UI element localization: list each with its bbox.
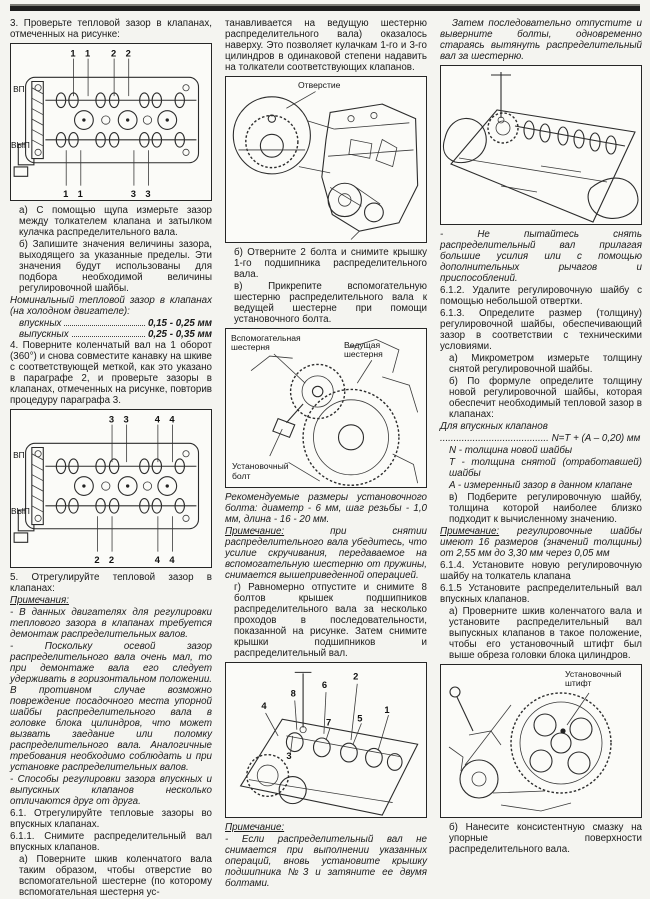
- spec-row: [10, 318, 212, 329]
- paragraph: а) Поверните шкив коленчатого вала таким образом, чтобы отверстие во вспомогательной шестерне (по которому вспомогательная шестерня ус-: [19, 853, 212, 898]
- svg-text:2: 2: [353, 671, 359, 682]
- paragraph: 6.1. Отрегулируйте тепловые зазоры во впускных клапанах.: [10, 807, 212, 830]
- svg-text:ВП: ВП: [13, 83, 25, 94]
- engine-side-view-illustration: [226, 77, 426, 242]
- drive-gear-label: Ведущая шестерня: [344, 339, 383, 359]
- figure-camshaft-removal: [440, 65, 642, 225]
- paragraph: 5. Отрегулируйте тепловой зазор в клапанах:: [10, 571, 212, 594]
- paragraph: - Способы регулировки зазора впускных и выпускных клапанов несколько отличаются друг от друга.: [10, 773, 212, 807]
- cylinder-head-top-view-illustration: [11, 44, 211, 200]
- svg-text:3: 3: [286, 750, 292, 761]
- svg-text:1: 1: [70, 48, 76, 59]
- cylinder-head-top-view-illustration: [11, 410, 211, 566]
- paragraph: 6.1.1. Снимите распределительный вал впускных клапанов.: [10, 830, 212, 853]
- paragraph: Примечание:: [225, 822, 285, 834]
- paragraph: - Если распределительный вал не снимается при выполнении указанных операций, вновь установите крышку подшипника №3 и затяните ее двумя болтами.: [225, 834, 427, 890]
- spec-label: впускных: [19, 318, 62, 330]
- svg-text:4: 4: [154, 555, 160, 566]
- paragraph: - В данных двигателях для регулировки теплового зазора в клапанах требуется демонтаж распределительных валов.: [10, 606, 212, 640]
- svg-text:7: 7: [326, 717, 332, 728]
- svg-text:3: 3: [108, 414, 115, 425]
- paragraph: Примечания:: [10, 594, 69, 606]
- hole-label: Отверстие: [298, 80, 341, 90]
- paragraph: б) Отверните 2 болта и снимите крышку 1-го подшипника распределительного вала.: [234, 246, 427, 280]
- note-paragraph: Примечание: регулировочные шайбы имеют 16 размеров (значений толщины) от 2,55 мм до 3,30 мм через 0,05 мм: [440, 526, 642, 559]
- svg-text:2: 2: [125, 48, 131, 59]
- svg-text:5: 5: [357, 713, 363, 724]
- page-top-rule: [10, 6, 640, 11]
- paragraph: в) Прикрепите вспомогательную шестерню распределительного вала к ведущей шестерне при помощи установочного болта.: [234, 280, 427, 325]
- paragraph: Номинальный тепловой зазор в клапанах (на холодном двигателе):: [10, 295, 212, 318]
- svg-text:3: 3: [130, 189, 137, 200]
- service-bolt-label: Установочный болт: [232, 461, 289, 481]
- paragraph: 6.1.2. Удалите регулировочную шайбу с помощью небольшой отвертки.: [440, 285, 642, 307]
- svg-text:2: 2: [94, 555, 100, 566]
- paragraph: 6.1.3. Определите размер (толщину) регулировочной шайбы, обеспечивающий зазор в соответствии с техническими условиями.: [440, 308, 642, 352]
- paragraph: T - толщина снятой (отработавшей) шайбы: [449, 457, 642, 479]
- svg-text:4: 4: [261, 700, 267, 711]
- note-prefix: Примечание:: [440, 526, 500, 537]
- paragraph: а) С помощью щупа измерьте зазор между толкателем клапана и затылком кулачка распределительного вала.: [19, 205, 212, 239]
- paragraph: в) Подберите регулировочную шайбу, толщина которой наиболее близко подходит к вычисленному значению.: [449, 492, 642, 525]
- column-2: [225, 18, 427, 890]
- dotted-leader: [64, 325, 145, 326]
- paragraph: 4. Поверните коленчатый вал на 1 оборот (360°) и снова совместите канавку на шкиве с соответствующей меткой, как это указано в параграфе 2, и проверьте зазоры в клапанах, отмеченных на рисунке, повторив процедуру параграфа 3.: [10, 340, 212, 407]
- paragraph: г) Равномерно отпустите и снимите 8 болтов крышек подшипников распределительного вала за несколько проходов в последовательности, показанной на рисунке. Затем снимите крышки подшипников и распределительный вал.: [234, 581, 427, 659]
- figure-engine-gear-hole: [225, 76, 427, 243]
- paragraph: A - измеренный зазор в данном клапане: [449, 480, 633, 491]
- spec-label: выпускных: [19, 329, 69, 341]
- paragraph: б) Нанесите консистентную смазку на упорные поверхности распределительного вала.: [449, 822, 642, 855]
- figure-knock-pin-position: [440, 664, 642, 818]
- paragraph: Затем последовательно отпустите и выверните болты, одновременно стараясь вытянуть распределительный вал за шестерню.: [440, 18, 642, 62]
- svg-text:2: 2: [108, 555, 115, 566]
- paragraph: N - толщина новой шайбы: [449, 445, 573, 456]
- svg-text:1: 1: [77, 189, 83, 200]
- figure-aux-gear-service-bolt: [225, 328, 427, 488]
- paragraph: 3. Проверьте тепловой зазор в клапанах, отмеченных на рисунке:: [10, 18, 212, 40]
- svg-text:4: 4: [169, 555, 175, 566]
- knock-pin-label: Установочный штифт: [565, 669, 622, 689]
- svg-text:ВП: ВП: [13, 450, 25, 461]
- paragraph: ........................................ N=T + (A – 0,20) мм: [440, 433, 641, 444]
- paragraph: танавливается на ведущую шестерню распределительного вала) оказалось наверху. Это позволяет кулачкам 1-го и 3-го цилиндров в одинаковой степени надавить на толкатели соответствующих клапанов.: [225, 18, 427, 73]
- paragraph: Для впускных клапанов: [440, 421, 548, 432]
- svg-text:6: 6: [321, 679, 328, 690]
- column-1: [10, 18, 212, 899]
- svg-text:ВЫП: ВЫП: [11, 140, 30, 151]
- figure-valve-check-pass1: [10, 43, 212, 201]
- figure-valve-check-pass2: [10, 409, 212, 567]
- column-3: [440, 18, 642, 856]
- page-columns: [10, 18, 642, 899]
- hands-removing-camshaft-illustration: [441, 66, 641, 224]
- paragraph: - Не пытайтесь снять распределительный вал прилагая большие усилия или с помощью дополнительных рычагов и приспособлений.: [440, 229, 642, 284]
- paragraph: а) Микрометром измерьте толщину снятой регулировочной шайбы.: [449, 353, 642, 375]
- svg-text:4: 4: [154, 414, 160, 425]
- svg-text:3: 3: [145, 189, 151, 200]
- svg-text:4: 4: [169, 414, 175, 425]
- dotted-leader: [72, 336, 145, 337]
- paragraph: Рекомендуемые размеры установочного болта: диаметр - 6 мм, шаг резьбы - 1,0 мм, длина - 16 - 20 мм.: [225, 491, 427, 525]
- svg-text:1: 1: [63, 189, 69, 200]
- note-prefix: Примечание:: [225, 525, 285, 537]
- note-paragraph: Примечание: при снятии распределительного вала убедитесь, что усилие скручивания, передаваемое на вспомогательную шестерню от пружины, снимается вышеприведенной операцией.: [225, 525, 427, 581]
- camshaft-caps-illustration: [226, 663, 426, 817]
- spec-value: 0,25 - 0,35 мм: [147, 329, 212, 341]
- svg-text:ВЫП: ВЫП: [11, 506, 30, 517]
- svg-text:3: 3: [123, 414, 129, 425]
- paragraph: б) По формуле определите толщину новой регулировочной шайбы, которая обеспечит необходимый тепловой зазор в клапанах:: [449, 376, 642, 420]
- paragraph: б) Запишите значения величины зазора, выходящего за указанные пределы. Эти значения будут использованы для подбора необходимой величины регулировочной шайбы.: [19, 239, 212, 295]
- paragraph: 6.1.4. Установите новую регулировочную шайбу на толкатель клапана: [440, 560, 642, 582]
- svg-text:1: 1: [84, 48, 91, 59]
- aux-gear-label: Вспомогательная шестерня: [231, 332, 301, 352]
- svg-text:2: 2: [111, 48, 117, 59]
- figure-cap-loosen-sequence: [225, 662, 427, 818]
- paragraph: а) Проверните шкив коленчатого вала и установите распределительный вал выпускных клапанов в такое положение, чтобы его установочный штифт был выше обреза головки блока цилиндров.: [449, 606, 642, 661]
- paragraph: 6.1.5 Установите распределительный вал впускных клапанов.: [440, 583, 642, 605]
- spec-value: 0,15 - 0,25 мм: [147, 318, 212, 330]
- svg-text:1: 1: [384, 704, 390, 715]
- svg-text:8: 8: [290, 688, 296, 699]
- spec-row: [10, 329, 212, 340]
- paragraph: - Поскольку осевой зазор распределительного вала очень мал, то при демонтаже вала его следует удерживать в горизонтальном положении. В противном случае возможно повреждение посадочного места упорной шайбы распределительного вала в головке блока цилиндров, что может вызвать заедание или поломку распределительного вала. Аналогичные требования необходимо соблюдать и при установке распределительных валов.: [10, 640, 212, 773]
